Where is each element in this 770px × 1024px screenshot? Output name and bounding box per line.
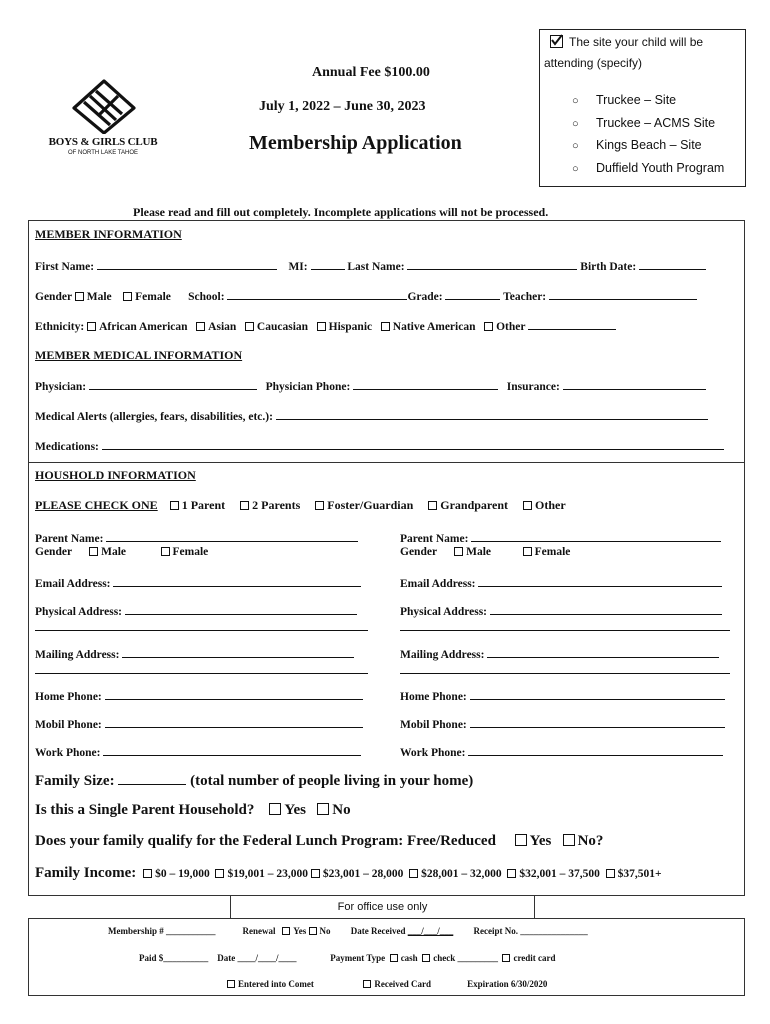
ethnicity-option: Other — [496, 321, 526, 333]
income-checkbox[interactable] — [606, 869, 615, 878]
income-checkbox[interactable] — [507, 869, 516, 878]
parent2-home-phone-label: Home Phone: — [400, 691, 467, 703]
parent1-mailing-line2[interactable] — [35, 663, 368, 674]
parent2-name-row — [400, 531, 721, 545]
site-heading-line1: The site your child will be — [569, 35, 704, 49]
office-row-2 — [139, 953, 556, 963]
cash-label: cash — [400, 953, 418, 963]
parent1-home-phone-field[interactable] — [105, 689, 363, 700]
parent1-home-phone-label: Home Phone: — [35, 691, 102, 703]
household-type-option: 1 Parent — [181, 498, 226, 512]
membership-period: July 1, 2022 – June 30, 2023 — [259, 99, 426, 114]
household-section-box — [28, 462, 745, 896]
income-option: $28,001 – 32,000 — [421, 868, 502, 880]
household-section-title: HOUSHOLD INFORMATION — [35, 468, 196, 482]
income-option: $0 – 19,000 — [155, 868, 210, 880]
site-heading — [550, 35, 703, 49]
receipt-number-field[interactable]: Receipt No. _______________ — [473, 926, 588, 936]
parent2-name-field[interactable] — [471, 531, 721, 542]
parent1-physical-row — [35, 604, 357, 618]
grade-label: Grade: — [407, 291, 443, 303]
lunch-yes-label: Yes — [529, 833, 552, 849]
paid-field[interactable]: Paid $__________ — [139, 953, 209, 963]
parent2-work-phone-field[interactable] — [468, 745, 723, 756]
first-name-field[interactable] — [97, 259, 277, 270]
bullet-icon: ○ — [572, 162, 579, 175]
renewal-yes-label: Yes — [293, 926, 307, 936]
parent2-gender-row — [400, 546, 570, 558]
parent1-name-row — [35, 531, 358, 545]
household-type-checkbox[interactable] — [428, 501, 437, 510]
lunch-yes-checkbox[interactable] — [515, 834, 527, 846]
member-section-title: MEMBER INFORMATION — [35, 227, 182, 241]
parent2-email-label: Email Address: — [400, 578, 476, 590]
ethnicity-checkbox[interactable] — [245, 322, 254, 331]
ethnicity-checkbox[interactable] — [317, 322, 326, 331]
lunch-no-checkbox[interactable] — [563, 834, 575, 846]
cash-checkbox[interactable] — [390, 954, 398, 962]
medications-label: Medications: — [35, 441, 99, 453]
ethnicity-checkbox[interactable] — [484, 322, 493, 331]
birth-date-label: Birth Date: — [580, 261, 637, 273]
parent1-email-field[interactable] — [113, 576, 361, 587]
school-field[interactable] — [227, 289, 407, 300]
income-checkbox[interactable] — [409, 869, 418, 878]
office-row-1 — [108, 926, 588, 936]
income-checkbox[interactable] — [215, 869, 224, 878]
credit-card-label: credit card — [513, 953, 556, 963]
single-parent-no-checkbox[interactable] — [317, 803, 329, 815]
parent2-physical-field[interactable] — [490, 604, 722, 615]
medical-alerts-row — [35, 409, 708, 423]
member-section-box — [28, 220, 745, 463]
income-option: $19,001 – 23,000 — [227, 868, 308, 880]
family-size-row — [35, 771, 473, 790]
family-size-note: (total number of people living in your home) — [190, 773, 474, 789]
income-checkbox[interactable] — [143, 869, 152, 878]
physician-field[interactable] — [89, 379, 257, 390]
site-option-duffield[interactable] — [572, 158, 724, 181]
site-option-acms[interactable] — [572, 113, 724, 136]
check-checkbox[interactable] — [422, 954, 430, 962]
income-option: $37,501+ — [617, 868, 662, 880]
membership-number-field[interactable]: Membership # ___________ — [108, 926, 216, 936]
parent1-mobil-phone-label: Mobil Phone: — [35, 719, 102, 731]
household-type-option: Other — [535, 498, 566, 512]
parent1-physical-line2[interactable] — [35, 620, 368, 631]
parent1-name-field[interactable] — [106, 531, 358, 542]
renewal-yes-checkbox[interactable] — [282, 927, 290, 935]
first-name-row — [35, 259, 706, 273]
household-type-checkbox[interactable] — [170, 501, 179, 510]
household-type-option: Grandparent — [440, 498, 509, 512]
parent1-work-phone-field[interactable] — [103, 745, 361, 756]
physician-phone-field[interactable] — [353, 379, 498, 390]
parent1-female-label: Female — [172, 546, 209, 558]
household-type-option: Foster/Guardian — [327, 498, 414, 512]
parent2-email-field[interactable] — [478, 576, 722, 587]
parent2-mailing-label: Mailing Address: — [400, 649, 485, 661]
entered-comet-checkbox[interactable] — [227, 980, 235, 988]
check-one-label: PLEASE CHECK ONE — [35, 498, 158, 512]
income-checkbox[interactable] — [311, 869, 320, 878]
date-received-label: Date Received — [350, 926, 406, 936]
bullet-icon: ○ — [572, 95, 579, 107]
parent1-work-phone-label: Work Phone: — [35, 747, 101, 759]
site-label: Kings Beach – Site — [596, 138, 702, 152]
site-label: Truckee – Site — [596, 93, 677, 107]
ethnicity-option: African American — [99, 321, 188, 333]
parent2-work-phone-label: Work Phone: — [400, 747, 466, 759]
instruction-text: Please read and fill out completely. Incomplete applications will not be processed. — [133, 205, 549, 219]
family-income-label: Family Income: — [35, 865, 137, 881]
mi-field[interactable] — [311, 259, 345, 270]
medical-section-title: MEMBER MEDICAL INFORMATION — [35, 348, 243, 362]
parent2-male-checkbox[interactable] — [454, 547, 463, 556]
parent2-mobil-phone-label: Mobil Phone: — [400, 719, 467, 731]
renewal-no-checkbox[interactable] — [309, 927, 317, 935]
parent1-male-label: Male — [101, 546, 126, 558]
lunch-program-row — [35, 833, 603, 850]
parent1-email-label: Email Address: — [35, 578, 111, 590]
first-name-label: First Name: — [35, 261, 95, 273]
renewal-label: Renewal — [242, 926, 276, 936]
lunch-no-label: No? — [577, 833, 604, 849]
date-received-field[interactable]: ___/___/___ — [407, 926, 454, 936]
income-option: $23,001 – 28,000 — [322, 868, 404, 880]
single-parent-no-label: No — [332, 802, 351, 818]
birth-date-field[interactable] — [639, 259, 706, 270]
grade-field[interactable] — [445, 289, 500, 300]
family-income-row — [35, 864, 662, 882]
parent2-mailing-row — [400, 647, 719, 661]
payment-type-label: Payment Type — [330, 953, 386, 963]
parent2-female-checkbox[interactable] — [523, 547, 532, 556]
expiration-label: Expiration 6/30/2020 — [467, 979, 548, 989]
female-label: Female — [135, 291, 171, 303]
insurance-field[interactable] — [563, 379, 706, 390]
single-parent-yes-label: Yes — [284, 802, 307, 818]
logo-subtitle: OF NORTH LAKE TAHOE — [67, 150, 138, 156]
logo-name: BOYS & GIRLS CLUB — [48, 136, 158, 148]
household-type-row — [35, 498, 566, 513]
male-label: Male — [86, 291, 112, 303]
renewal-no-label: No — [319, 926, 331, 936]
ethnicity-option: Caucasian — [256, 321, 309, 333]
parent2-physical-row — [400, 604, 722, 618]
parent1-male-checkbox[interactable] — [89, 547, 98, 556]
teacher-label: Teacher: — [503, 291, 547, 303]
parent1-work-phone-row — [35, 745, 361, 759]
parent1-physical-label: Physical Address: — [35, 606, 123, 618]
parent2-mailing-line2[interactable] — [400, 663, 730, 674]
family-size-label: Family Size: — [35, 773, 115, 789]
last-name-label: Last Name: — [347, 261, 405, 273]
annual-fee: Annual Fee $100.00 — [312, 65, 430, 80]
insurance-label: Insurance: — [506, 381, 560, 393]
page-title: Membership Application — [249, 132, 462, 154]
mi-label: MI: — [288, 261, 308, 273]
income-option: $32,001 – 37,500 — [519, 868, 600, 880]
male-checkbox[interactable] — [75, 292, 84, 301]
gender-label: Gender — [35, 291, 72, 303]
medical-alerts-label: Medical Alerts (allergies, fears, disabilities, etc.): — [35, 411, 273, 423]
single-parent-row — [35, 802, 351, 819]
school-label: School: — [188, 291, 225, 303]
medications-field[interactable] — [102, 439, 724, 450]
parent1-mobil-phone-field[interactable] — [105, 717, 363, 728]
family-size-field[interactable] — [118, 771, 186, 785]
ethnicity-option: Asian — [208, 321, 237, 333]
parent1-name-label: Parent Name: — [35, 533, 104, 545]
household-type-option: 2 Parents — [252, 498, 301, 512]
bullet-icon: ○ — [572, 117, 579, 130]
medical-alerts-field[interactable] — [276, 409, 708, 420]
parent1-email-row — [35, 576, 361, 590]
physician-phone-label: Physician Phone: — [265, 381, 351, 393]
parent1-physical-field[interactable] — [125, 604, 357, 615]
bullet-icon: ○ — [572, 140, 579, 152]
parent2-male-label: Male — [466, 546, 491, 558]
last-name-field[interactable] — [407, 259, 577, 270]
parent1-gender-label: Gender — [35, 546, 72, 558]
other-ethnicity-field[interactable] — [528, 319, 616, 330]
parent2-female-label: Female — [534, 546, 571, 558]
checked-box-icon[interactable] — [550, 35, 563, 48]
parent2-home-phone-field[interactable] — [470, 689, 725, 700]
parent2-mailing-field[interactable] — [487, 647, 719, 658]
site-label: Truckee – ACMS Site — [596, 115, 716, 130]
office-row-3 — [227, 979, 547, 989]
site-label: Duffield Youth Program — [596, 160, 725, 175]
parent1-mailing-row — [35, 647, 354, 661]
parent1-mailing-label: Mailing Address: — [35, 649, 120, 661]
ethnicity-option: Hispanic — [328, 321, 373, 333]
ethnicity-option: Native American — [392, 321, 476, 333]
site-heading-line2: attending (specify) — [544, 56, 643, 70]
female-checkbox[interactable] — [123, 292, 132, 301]
ethnicity-checkbox[interactable] — [87, 322, 96, 331]
entered-comet-label: Entered into Comet — [238, 979, 314, 989]
teacher-field[interactable] — [549, 289, 697, 300]
site-option-kings-beach[interactable] — [572, 135, 724, 158]
parent2-gender-label: Gender — [400, 546, 437, 558]
parent1-female-checkbox[interactable] — [161, 547, 170, 556]
logo-hands-icon — [62, 78, 146, 134]
parent2-work-phone-row — [400, 745, 723, 759]
parent2-home-phone-row — [400, 689, 725, 703]
ethnicity-checkbox[interactable] — [381, 322, 390, 331]
check-label: check _________ — [433, 953, 498, 963]
parent1-mobil-phone-row — [35, 717, 363, 731]
physician-row — [35, 379, 706, 393]
parent1-mailing-field[interactable] — [122, 647, 354, 658]
club-logo — [38, 78, 168, 160]
parent2-name-label: Parent Name: — [400, 533, 469, 545]
site-option-truckee[interactable] — [572, 90, 724, 113]
physician-label: Physician: — [35, 381, 87, 393]
ethnicity-label: Ethnicity: — [35, 321, 85, 333]
ethnicity-row — [35, 319, 616, 333]
household-type-checkbox[interactable] — [523, 501, 532, 510]
medications-row — [35, 439, 724, 453]
office-use-tab — [230, 895, 535, 919]
site-selection-box — [539, 29, 746, 187]
received-card-label: Received Card — [374, 979, 432, 989]
gender-school-row — [35, 289, 697, 303]
single-parent-question: Is this a Single Parent Household? — [35, 802, 255, 818]
parent2-mobil-phone-field[interactable] — [470, 717, 725, 728]
single-parent-yes-checkbox[interactable] — [269, 803, 281, 815]
parent2-physical-label: Physical Address: — [400, 606, 488, 618]
parent1-gender-row — [35, 546, 208, 558]
parent1-home-phone-row — [35, 689, 363, 703]
credit-card-checkbox[interactable] — [502, 954, 510, 962]
ethnicity-checkbox[interactable] — [196, 322, 205, 331]
lunch-program-question: Does your family qualify for the Federal Lunch Program: Free/Reduced — [35, 833, 496, 849]
site-list — [572, 90, 724, 180]
household-type-checkbox[interactable] — [315, 501, 324, 510]
parent2-email-row — [400, 576, 722, 590]
date-field[interactable]: Date ____/____/____ — [217, 953, 297, 963]
parent2-physical-line2[interactable] — [400, 620, 730, 631]
parent2-mobil-phone-row — [400, 717, 725, 731]
household-type-checkbox[interactable] — [240, 501, 249, 510]
office-use-label: For office use only — [337, 901, 428, 913]
received-card-checkbox[interactable] — [363, 980, 371, 988]
